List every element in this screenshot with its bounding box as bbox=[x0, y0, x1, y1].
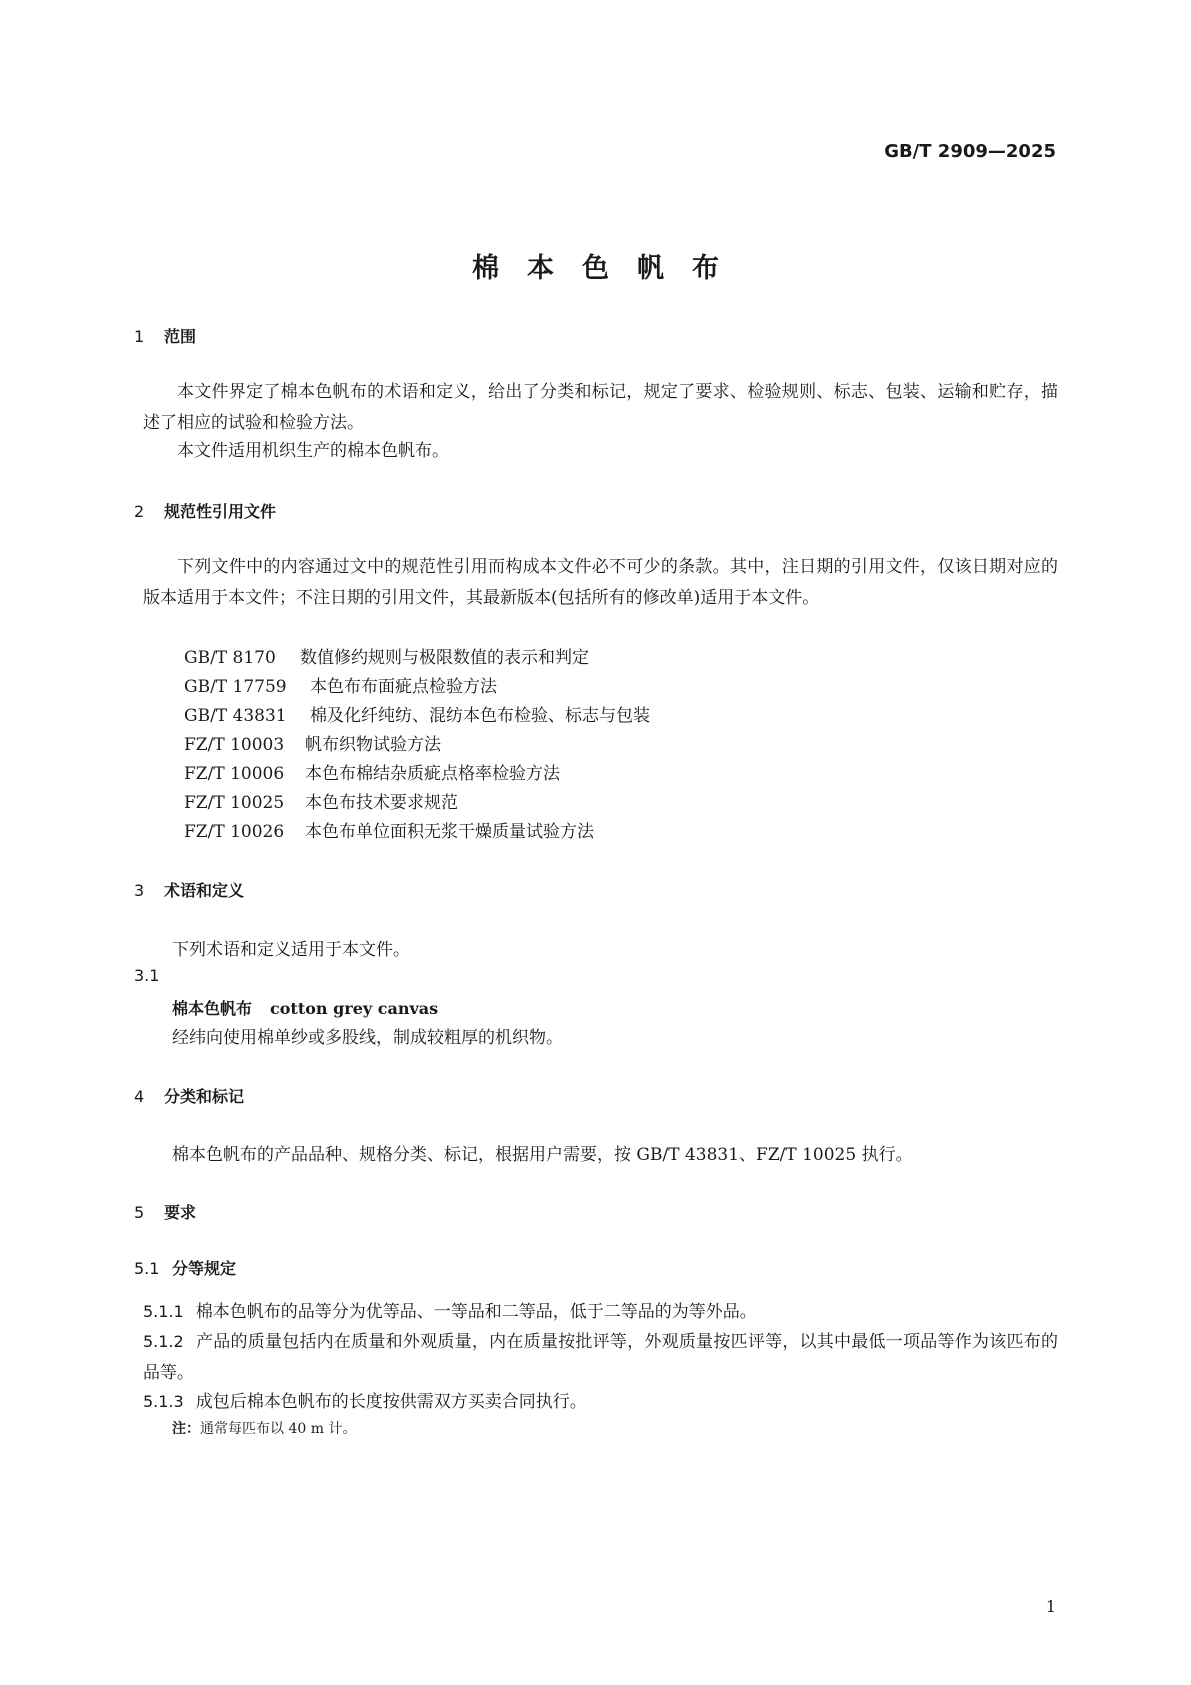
section-title: 规范性引用文件 bbox=[164, 502, 277, 521]
normative-reference-item: GB/T 43831 棉及化纤纯纺、混纺本色布检验、标志与包装 bbox=[184, 706, 650, 726]
term-definition: 经纬向使用棉单纱或多股线，制成较粗厚的机织物。 bbox=[172, 1028, 563, 1048]
section-3-paragraph-1: 下列术语和定义适用于本文件。 bbox=[172, 940, 410, 960]
section-title: 要求 bbox=[164, 1203, 197, 1222]
section-4-paragraph-1: 棉本色帆布的产品品种、规格分类、标记，根据用户需要，按 GB/T 43831、FZ/T 10025 执行。 bbox=[172, 1145, 913, 1165]
clause-5-1-1 bbox=[143, 1296, 1058, 1328]
section-title: 范围 bbox=[164, 327, 197, 346]
term-english: cotton grey canvas bbox=[270, 999, 439, 1018]
clause-number: 5.1.1 bbox=[143, 1302, 184, 1321]
section-1-paragraph-2: 本文件适用机织生产的棉本色帆布。 bbox=[177, 441, 449, 461]
note bbox=[172, 1418, 356, 1438]
term-chinese: 棉本色帆布 bbox=[172, 999, 253, 1018]
clause-5-1-2 bbox=[143, 1326, 1058, 1389]
normative-reference-item: FZ/T 10025 本色布技术要求规范 bbox=[184, 793, 458, 813]
term-number: 3.1 bbox=[134, 966, 160, 985]
section-1-heading bbox=[134, 324, 196, 347]
page-number: 1 bbox=[1045, 1597, 1056, 1616]
section-2-heading bbox=[134, 499, 276, 522]
normative-reference-item: FZ/T 10006 本色布棉结杂质疵点格率检验方法 bbox=[184, 764, 560, 784]
section-number: 4 bbox=[134, 1087, 145, 1106]
normative-reference-item: FZ/T 10026 本色布单位面积无浆干燥质量试验方法 bbox=[184, 822, 594, 842]
clause-text: 产品的质量包括内在质量和外观质量，内在质量按批评等，外观质量按匹评等，以其中最低一项品等作为该匹布的品等。 bbox=[143, 1332, 1058, 1383]
subsection-number: 5.1 bbox=[134, 1259, 160, 1278]
subsection-title: 分等规定 bbox=[172, 1259, 237, 1278]
note-text: 通常每匹布以 40 m 计。 bbox=[200, 1421, 357, 1437]
section-1-paragraph-1: 本文件界定了棉本色帆布的术语和定义，给出了分类和标记，规定了要求、检验规则、标志、包装、运输和贮存，描述了相应的试验和检验方法。 bbox=[143, 382, 1058, 433]
normative-reference-item: FZ/T 10003 帆布织物试验方法 bbox=[184, 735, 441, 755]
section-number: 2 bbox=[134, 502, 145, 521]
section-4-heading bbox=[134, 1084, 244, 1107]
section-5-heading bbox=[134, 1200, 196, 1223]
normative-reference-item: GB/T 8170 数值修约规则与极限数值的表示和判定 bbox=[184, 648, 589, 668]
section-number: 5 bbox=[134, 1203, 145, 1222]
page-title: 棉本色帆布 bbox=[472, 253, 747, 284]
clause-text: 棉本色帆布的品等分为优等品、一等品和二等品，低于二等品的为等外品。 bbox=[195, 1302, 757, 1322]
section-2-paragraph-1: 下列文件中的内容通过文中的规范性引用而构成本文件必不可少的条款。其中，注日期的引用文件，仅该日期对应的版本适用于本文件；不注日期的引用文件，其最新版本(包括所有的修改单)适用于本文件。 bbox=[143, 557, 1058, 608]
note-label: 注： bbox=[172, 1421, 200, 1437]
clause-number: 5.1.2 bbox=[143, 1332, 184, 1351]
section-title: 术语和定义 bbox=[164, 881, 245, 900]
section-3-heading bbox=[134, 878, 244, 901]
term-entry bbox=[172, 996, 438, 1019]
document-number: GB/T 2909—2025 bbox=[884, 141, 1056, 162]
normative-reference-item: GB/T 17759 本色布布面疵点检验方法 bbox=[184, 677, 497, 697]
section-number: 3 bbox=[134, 881, 145, 900]
section-number: 1 bbox=[134, 327, 145, 346]
subsection-5-1-heading bbox=[134, 1256, 236, 1279]
clause-text: 成包后棉本色帆布的长度按供需双方买卖合同执行。 bbox=[195, 1392, 587, 1412]
section-title: 分类和标记 bbox=[164, 1087, 245, 1106]
clause-number: 5.1.3 bbox=[143, 1392, 184, 1411]
clause-5-1-3 bbox=[143, 1386, 1058, 1418]
